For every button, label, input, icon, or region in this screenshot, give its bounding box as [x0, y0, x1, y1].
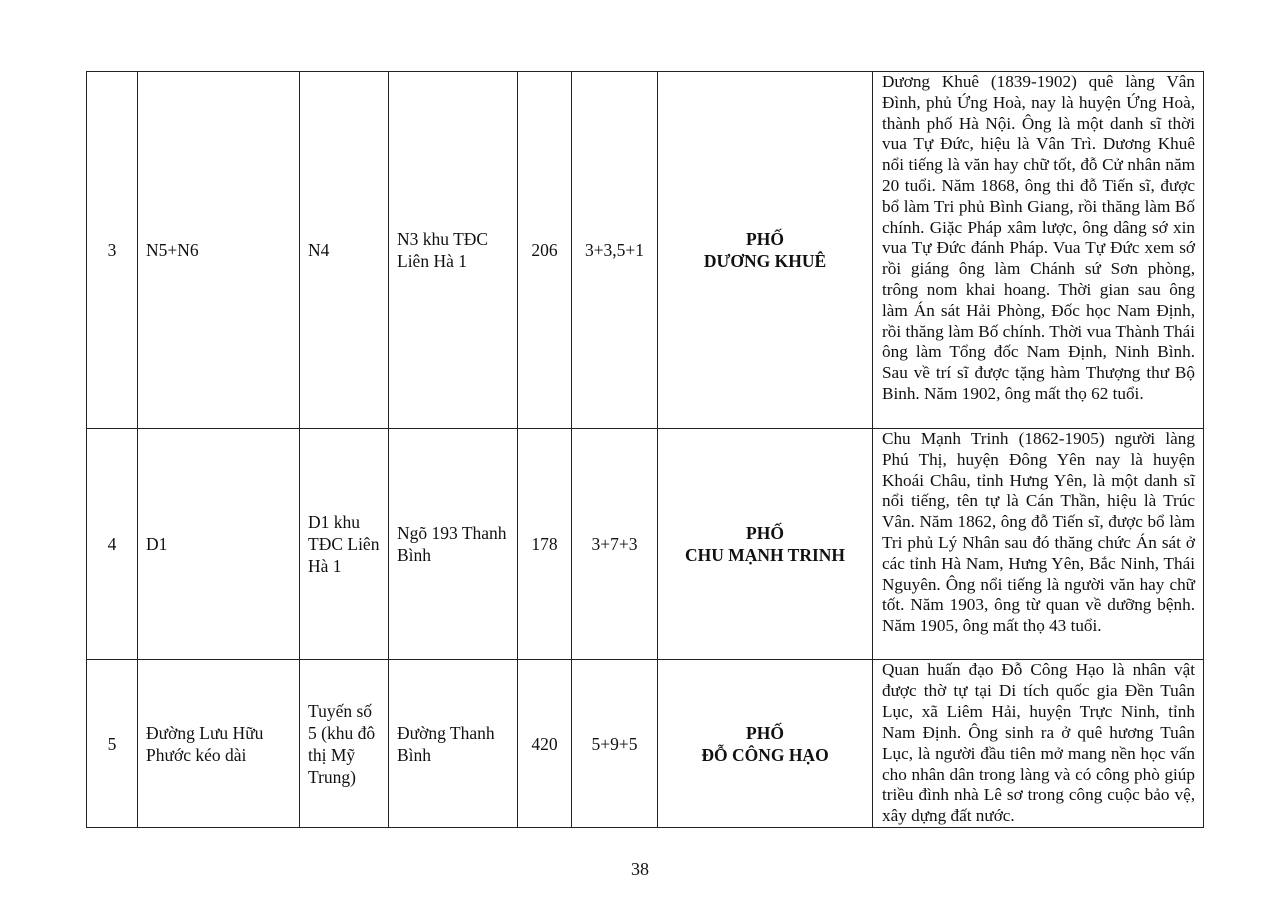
new-street-name — [658, 660, 873, 828]
street-name: DƯƠNG KHUÊ — [703, 251, 827, 271]
start-point: N4 — [300, 72, 389, 429]
street-name: CHU MẠNH TRINH — [684, 545, 846, 565]
new-street-name — [658, 429, 873, 660]
end-point: Đường Thanh Bình — [389, 660, 518, 828]
table-row — [87, 429, 1204, 660]
row-number: 4 — [87, 429, 138, 660]
street-type: PHỐ — [746, 229, 784, 249]
length: 420 — [518, 660, 572, 828]
street-naming-table — [86, 71, 1204, 828]
street-type: PHỐ — [746, 722, 784, 743]
page-number: 38 — [631, 859, 649, 879]
table-row — [87, 72, 1204, 429]
current-name: D1 — [138, 429, 300, 660]
row-number: 3 — [87, 72, 138, 429]
current-name: Đường Lưu Hữu Phước kéo dài — [138, 660, 300, 828]
current-name: N5+N6 — [138, 72, 300, 429]
end-point: N3 khu TĐC Liên Hà 1 — [389, 72, 518, 429]
length: 206 — [518, 72, 572, 429]
cross-section: 3+3,5+1 — [572, 72, 658, 429]
start-point: D1 khu TĐC Liên Hà 1 — [300, 429, 389, 660]
length: 178 — [518, 429, 572, 660]
street-type: PHỐ — [746, 523, 784, 543]
name-description: Chu Mạnh Trinh (1862-1905) người làng Phú Thị, huyện Đông Yên nay là huyện Khoái Châu, tỉnh Hưng Yên, là một danh sĩ nổi tiếng, tên tự là Cán Thần, hiệu là Trúc Vân. Năm 1862, ông đỗ Tiến sĩ, được bổ làm Tri phủ Lý Nhân sau đó thăng chức Án sát ở các tỉnh Hà Nam, Hưng Yên, Bắc Ninh, Thái Nguyên. Ông nổi tiếng là người văn hay chữ tốt. Năm 1903, ông từ quan về dưỡng bệnh. Năm 1905, ông mất thọ 43 tuổi. — [873, 429, 1204, 660]
end-point: Ngõ 193 Thanh Bình — [389, 429, 518, 660]
table-row — [87, 660, 1204, 828]
cross-section: 3+7+3 — [572, 429, 658, 660]
street-name: ĐỖ CÔNG HẠO — [701, 744, 829, 765]
name-description: Quan huấn đạo Đỗ Công Hạo là nhân vật được thờ tự tại Di tích quốc gia Đền Tuân Lục, xã Liêm Hải, huyện Trực Ninh, tỉnh Nam Định. Ông sinh ra ở quê hương Tuân Lục, là người đầu tiên mở mang nền học vấn cho nhân dân trong làng và có công phò giúp triều đình nhà Lê sơ trong công cuộc bảo vệ, xây dựng đất nước. — [873, 660, 1204, 828]
cross-section: 5+9+5 — [572, 660, 658, 828]
name-description: Dương Khuê (1839-1902) quê làng Vân Đình, phủ Ứng Hoà, nay là huyện Ứng Hoà, thành phố Hà Nội. Ông là một danh sĩ thời vua Tự Đức, hiệu là Vân Trì. Dương Khuê nổi tiếng là văn hay chữ tốt, đỗ Cử nhân năm 20 tuổi. Năm 1868, ông thi đỗ Tiến sĩ, được bổ làm Tri phủ Bình Giang, rồi thăng làm Bố chính. Giặc Pháp xâm lược, ông dâng sớ xin vua Tự Đức đánh Pháp. Vua Tự Đức xem sớ rồi giáng ông làm Chánh sứ Sơn phòng, trông nom khai hoang. Thời gian sau ông làm Án sát Hải Phòng, Đốc học Nam Định, rồi thăng làm Bố chính. Thời vua Thành Thái ông làm Tổng đốc Nam Định, Ninh Bình. Sau về trí sĩ được tặng hàm Thượng thư Bộ Binh. Năm 1902, ông mất thọ 62 tuổi. — [873, 72, 1204, 429]
start-point: Tuyến số 5 (khu đô thị Mỹ Trung) — [300, 660, 389, 828]
new-street-name — [658, 72, 873, 429]
row-number: 5 — [87, 660, 138, 828]
